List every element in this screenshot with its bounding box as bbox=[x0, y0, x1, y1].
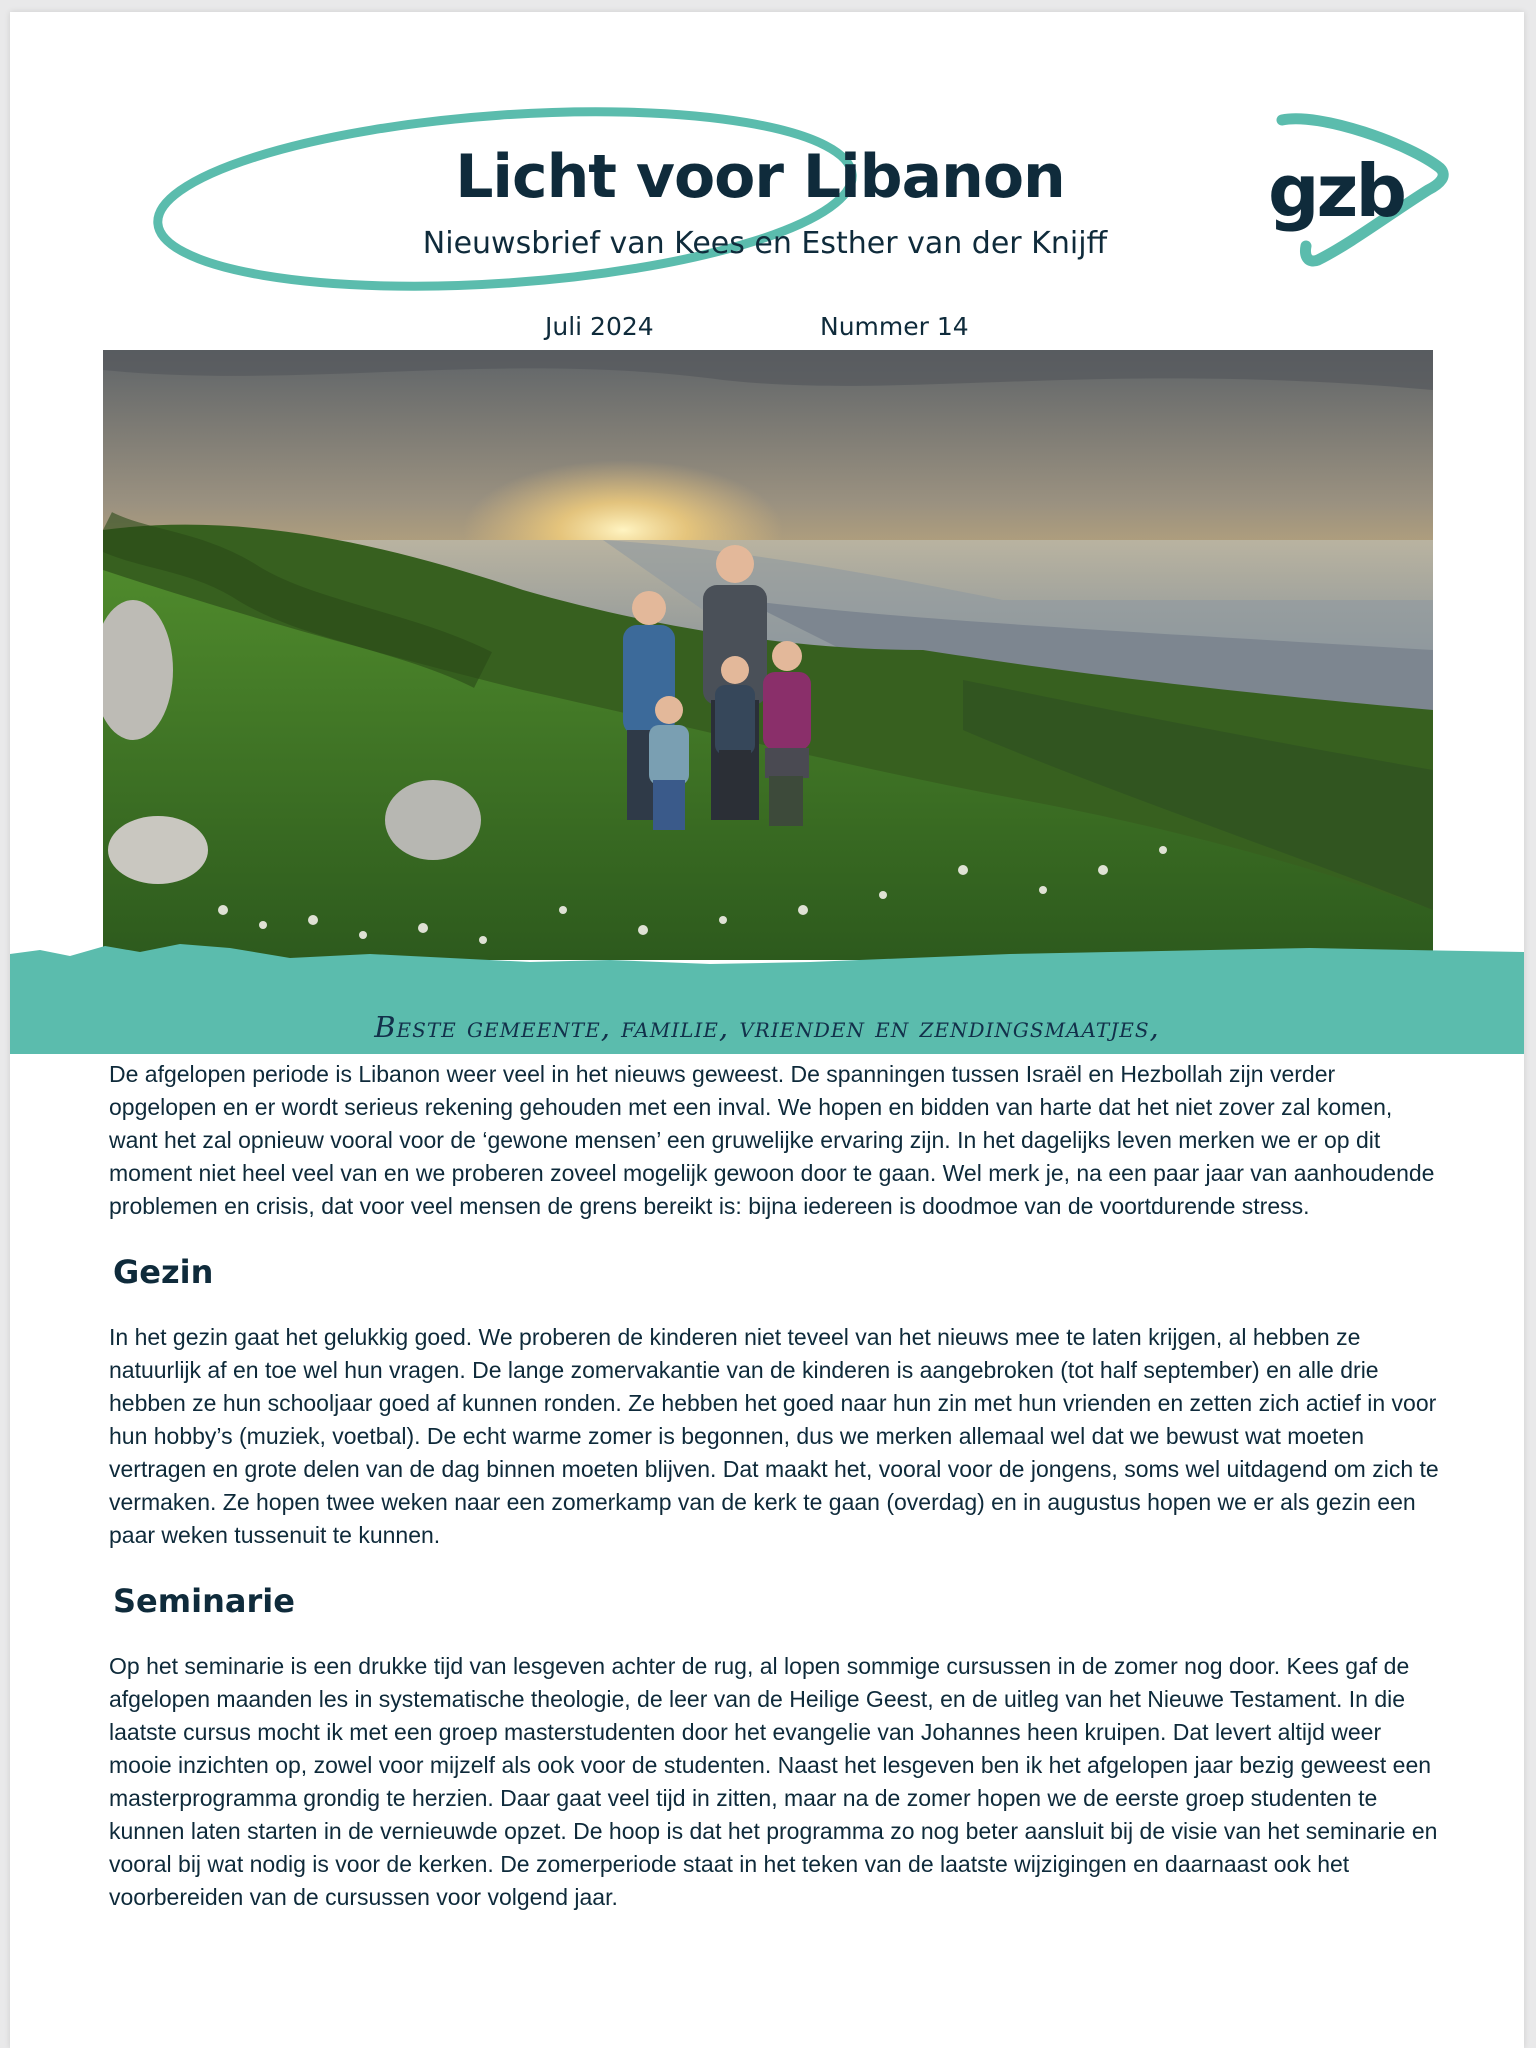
gzb-logo-icon bbox=[1260, 104, 1450, 274]
svg-text:gzb: gzb bbox=[1268, 149, 1404, 233]
intro-paragraph: De afgelopen periode is Libanon weer veel in het nieuws geweest. De spanningen tussen Israël en Hezbollah zijn verder opgelopen en er wordt serieus rekening gehouden met een inval. We hopen en bidden van harte dat het niet zover zal komen, want het zal opnieuw vooral voor de ‘gewone mensen’ een gruwelijke ervaring zijn. In het dagelijks leven merken we er op dit moment niet heel veel van en we proberen zoveel mogelijk gewoon door te gaan. Wel merk je, na een paar jaar van aanhoudende problemen en crisis, dat voor veel mensen de grens bereikt is: bijna iedereen is doodmoe van de voortdurende stress. bbox=[109, 1061, 1435, 1219]
greeting-heading: Beste gemeente, familie, vrienden en zendingsmaatjes, bbox=[374, 1010, 1160, 1044]
newsletter-subtitle: Nieuwsbrief van Kees en Esther van der Knijff bbox=[422, 226, 1108, 261]
issue-number: Nummer 14 bbox=[820, 312, 969, 341]
newsletter-page bbox=[10, 12, 1524, 2048]
newsletter-title: Licht voor Libanon bbox=[455, 142, 1065, 212]
section-heading-gezin: Gezin bbox=[113, 1253, 214, 1291]
section-text-gezin: In het gezin gaat het gelukkig goed. We proberen de kinderen niet teveel van het nieuws mee te laten krijgen, al hebben ze natuurlijk af en toe wel hun vragen. De lange zomervakantie van de kinderen is aangebroken (tot half september) en alle drie hebben ze hun schooljaar goed af kunnen ronden. Ze hebben het goed naar hun zin met hun vrienden en zetten zich actief in voor hun hobby’s (muziek, voetbal). De echt warme zomer is begonnen, dus we merken allemaal wel dat we bewust wat moeten vertragen en grote delen van de dag binnen moeten blijven. Dat maakt het, vooral voor de jongens, soms wel uitdagend om zich te vermaken. Ze hopen twee weken naar een zomerkamp van de kerk te gaan (overdag) en in augustus hopen we er als gezin een paar weken tussenuit te kunnen. bbox=[109, 1324, 1439, 1548]
issue-date: Juli 2024 bbox=[545, 312, 654, 341]
gzb-logo bbox=[1260, 104, 1450, 274]
family-photo bbox=[103, 350, 1433, 960]
section-text-seminarie: Op het seminarie is een drukke tijd van lesgeven achter de rug, al lopen sommige cursussen in de zomer nog door. Kees gaf de afgelopen maanden les in systematische theologie, de leer van de Heilige Geest, en de uitleg van het Nieuwe Testament. In die laatste cursus mocht ik met een groep masterstudenten door het evangelie van Johannes heen kruipen. Dat levert altijd weer mooie inzichten op, zowel voor mijzelf als ook voor de studenten. Naast het lesgeven ben ik het afgelopen jaar bezig geweest een masterprogramma grondig te herzien. Daar gaat veel tijd in zitten, maar na de zomer hopen we de eerste groep studenten te kunnen laten starten in de vernieuwde opzet. De hoop is dat het programma zo nog beter aansluit bij de visie van het seminarie en vooral bij wat nodig is voor de kerken. De zomerperiode staat in het teken van de laatste wijzigingen en daarnaast ook het voorbereiden van de cursussen voor volgend jaar. bbox=[109, 1653, 1438, 1910]
section-heading-seminarie: Seminarie bbox=[113, 1582, 295, 1620]
article-body bbox=[109, 1058, 1439, 1914]
